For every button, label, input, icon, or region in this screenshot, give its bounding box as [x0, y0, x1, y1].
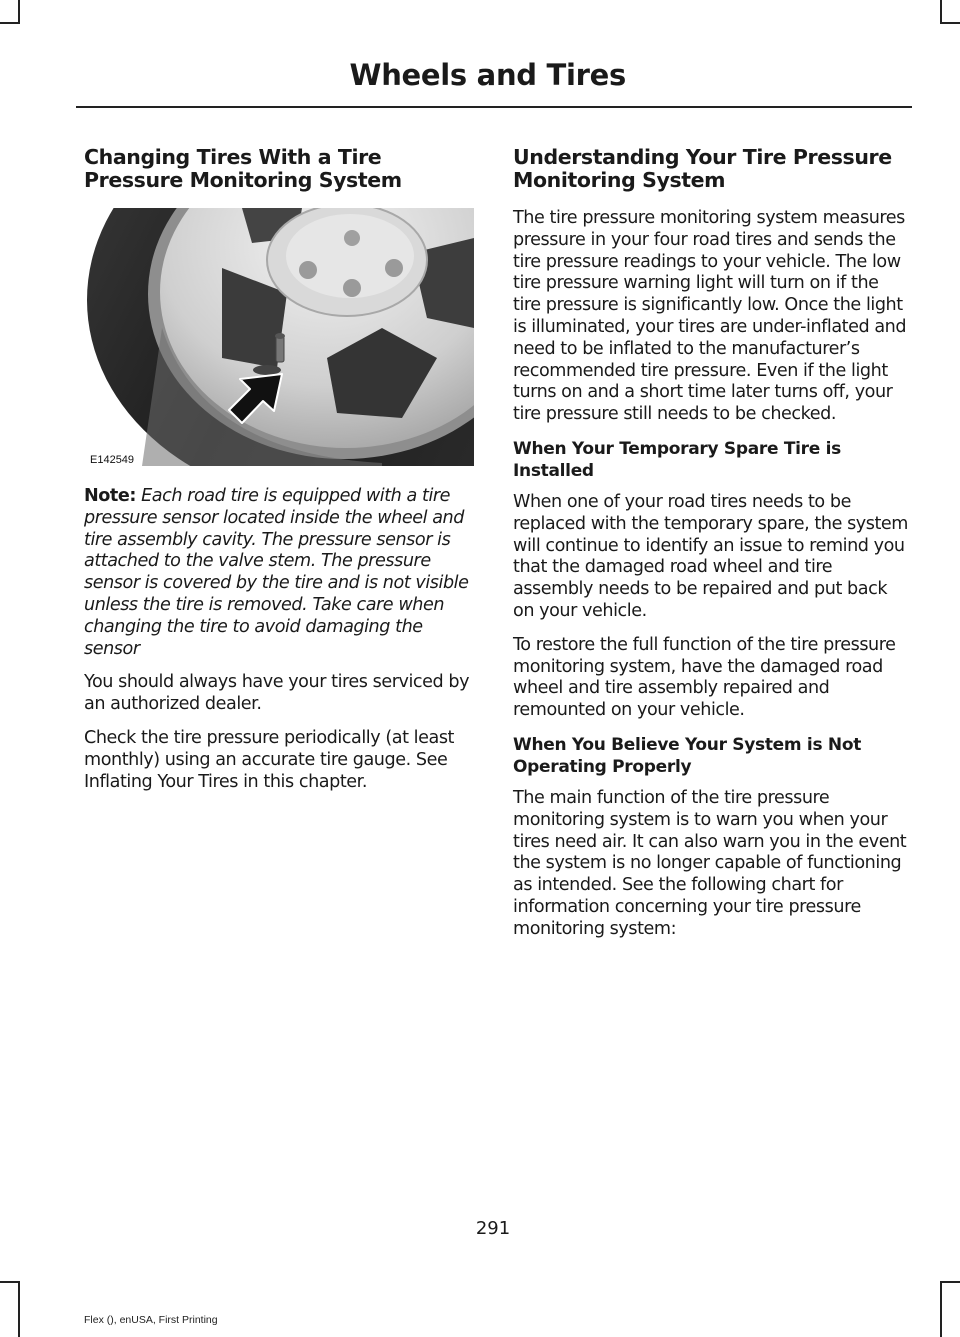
paragraph-tpms-overview: The tire pressure monitoring system measures pressure in your four road tires and sends the tire pressure readings to your vehicle. The low tire pressure warning light will turn on if the tire pressure is significantly low. Once the light is illuminated, your tires are under-inflated and need to be inflated to the manufacturer’s recommended tire pressure. Even if the light turns on and a short time later turns off, your tire pressure still needs to be checked.	[513, 208, 907, 425]
crop-mark-top-left-v	[18, 0, 20, 24]
wheel-valve-illustration	[82, 208, 474, 466]
note-paragraph	[84, 486, 476, 660]
paragraph-main-function: The main function of the tire pressure monitoring system is to warn you when your tires need air. It can also warn you in the event the system is no longer capable of functioning as intended. See the following chart for information concerning your tire pressure monitoring system:	[513, 787, 907, 939]
paragraph-restore-function: To restore the full function of the tire pressure monitoring system, have the damaged road wheel and tire assembly repaired and remounted on your vehicle.	[513, 634, 896, 721]
figure-code: E142549	[90, 454, 135, 466]
section-heading-changing-tires: Changing Tires With a Tire Pressure Monitoring System	[84, 145, 402, 192]
paragraph-temporary-spare: When one of your road tires needs to be replaced with the temporary spare, the system will continue to identify an issue to remind you that the damaged road wheel and tire assembly needs to be repaired and put back on your vehicle.	[513, 491, 908, 621]
paragraph-dealer-service: You should always have your tires serviced by an authorized dealer.	[84, 672, 470, 715]
left-column	[84, 146, 476, 805]
footer-edition: Flex (), enUSA, First Printing	[84, 1314, 218, 1326]
section-heading-understanding-tpms: Understanding Your Tire Pressure Monitoring System	[513, 145, 892, 192]
crop-mark-top-right-v	[940, 0, 942, 24]
note-label: Note:	[84, 486, 136, 506]
header-rule	[76, 106, 912, 108]
subheading-not-operating: When You Believe Your System is Not Operating Properly	[513, 734, 862, 777]
paragraph-check-pressure: Check the tire pressure periodically (at least monthly) using an accurate tire gauge. See Inflating Your Tires in this chapter.	[84, 727, 454, 792]
crop-mark-top-right-h	[940, 22, 960, 24]
crop-mark-bottom-left-h	[0, 1281, 20, 1283]
page-number: 291	[475, 1218, 511, 1239]
page-title: Wheels and Tires	[349, 58, 626, 92]
right-column	[513, 146, 911, 953]
crop-mark-bottom-right-v	[940, 1281, 942, 1337]
crop-mark-bottom-left-v	[18, 1281, 20, 1337]
note-text: Each road tire is equipped with a tire pressure sensor located inside the wheel and tire assembly cavity. The pressure sensor is attached to the valve stem. The pressure sensor is covered by the tire and is not visible unless the tire is removed. Take care when changing the tire to avoid damaging the sensor	[84, 486, 469, 659]
subheading-temporary-spare: When Your Temporary Spare Tire is Installed	[513, 438, 841, 481]
crop-mark-top-left-h	[0, 22, 20, 24]
wheel-illustration-graphic	[82, 208, 474, 466]
crop-mark-bottom-right-h	[940, 1281, 960, 1283]
